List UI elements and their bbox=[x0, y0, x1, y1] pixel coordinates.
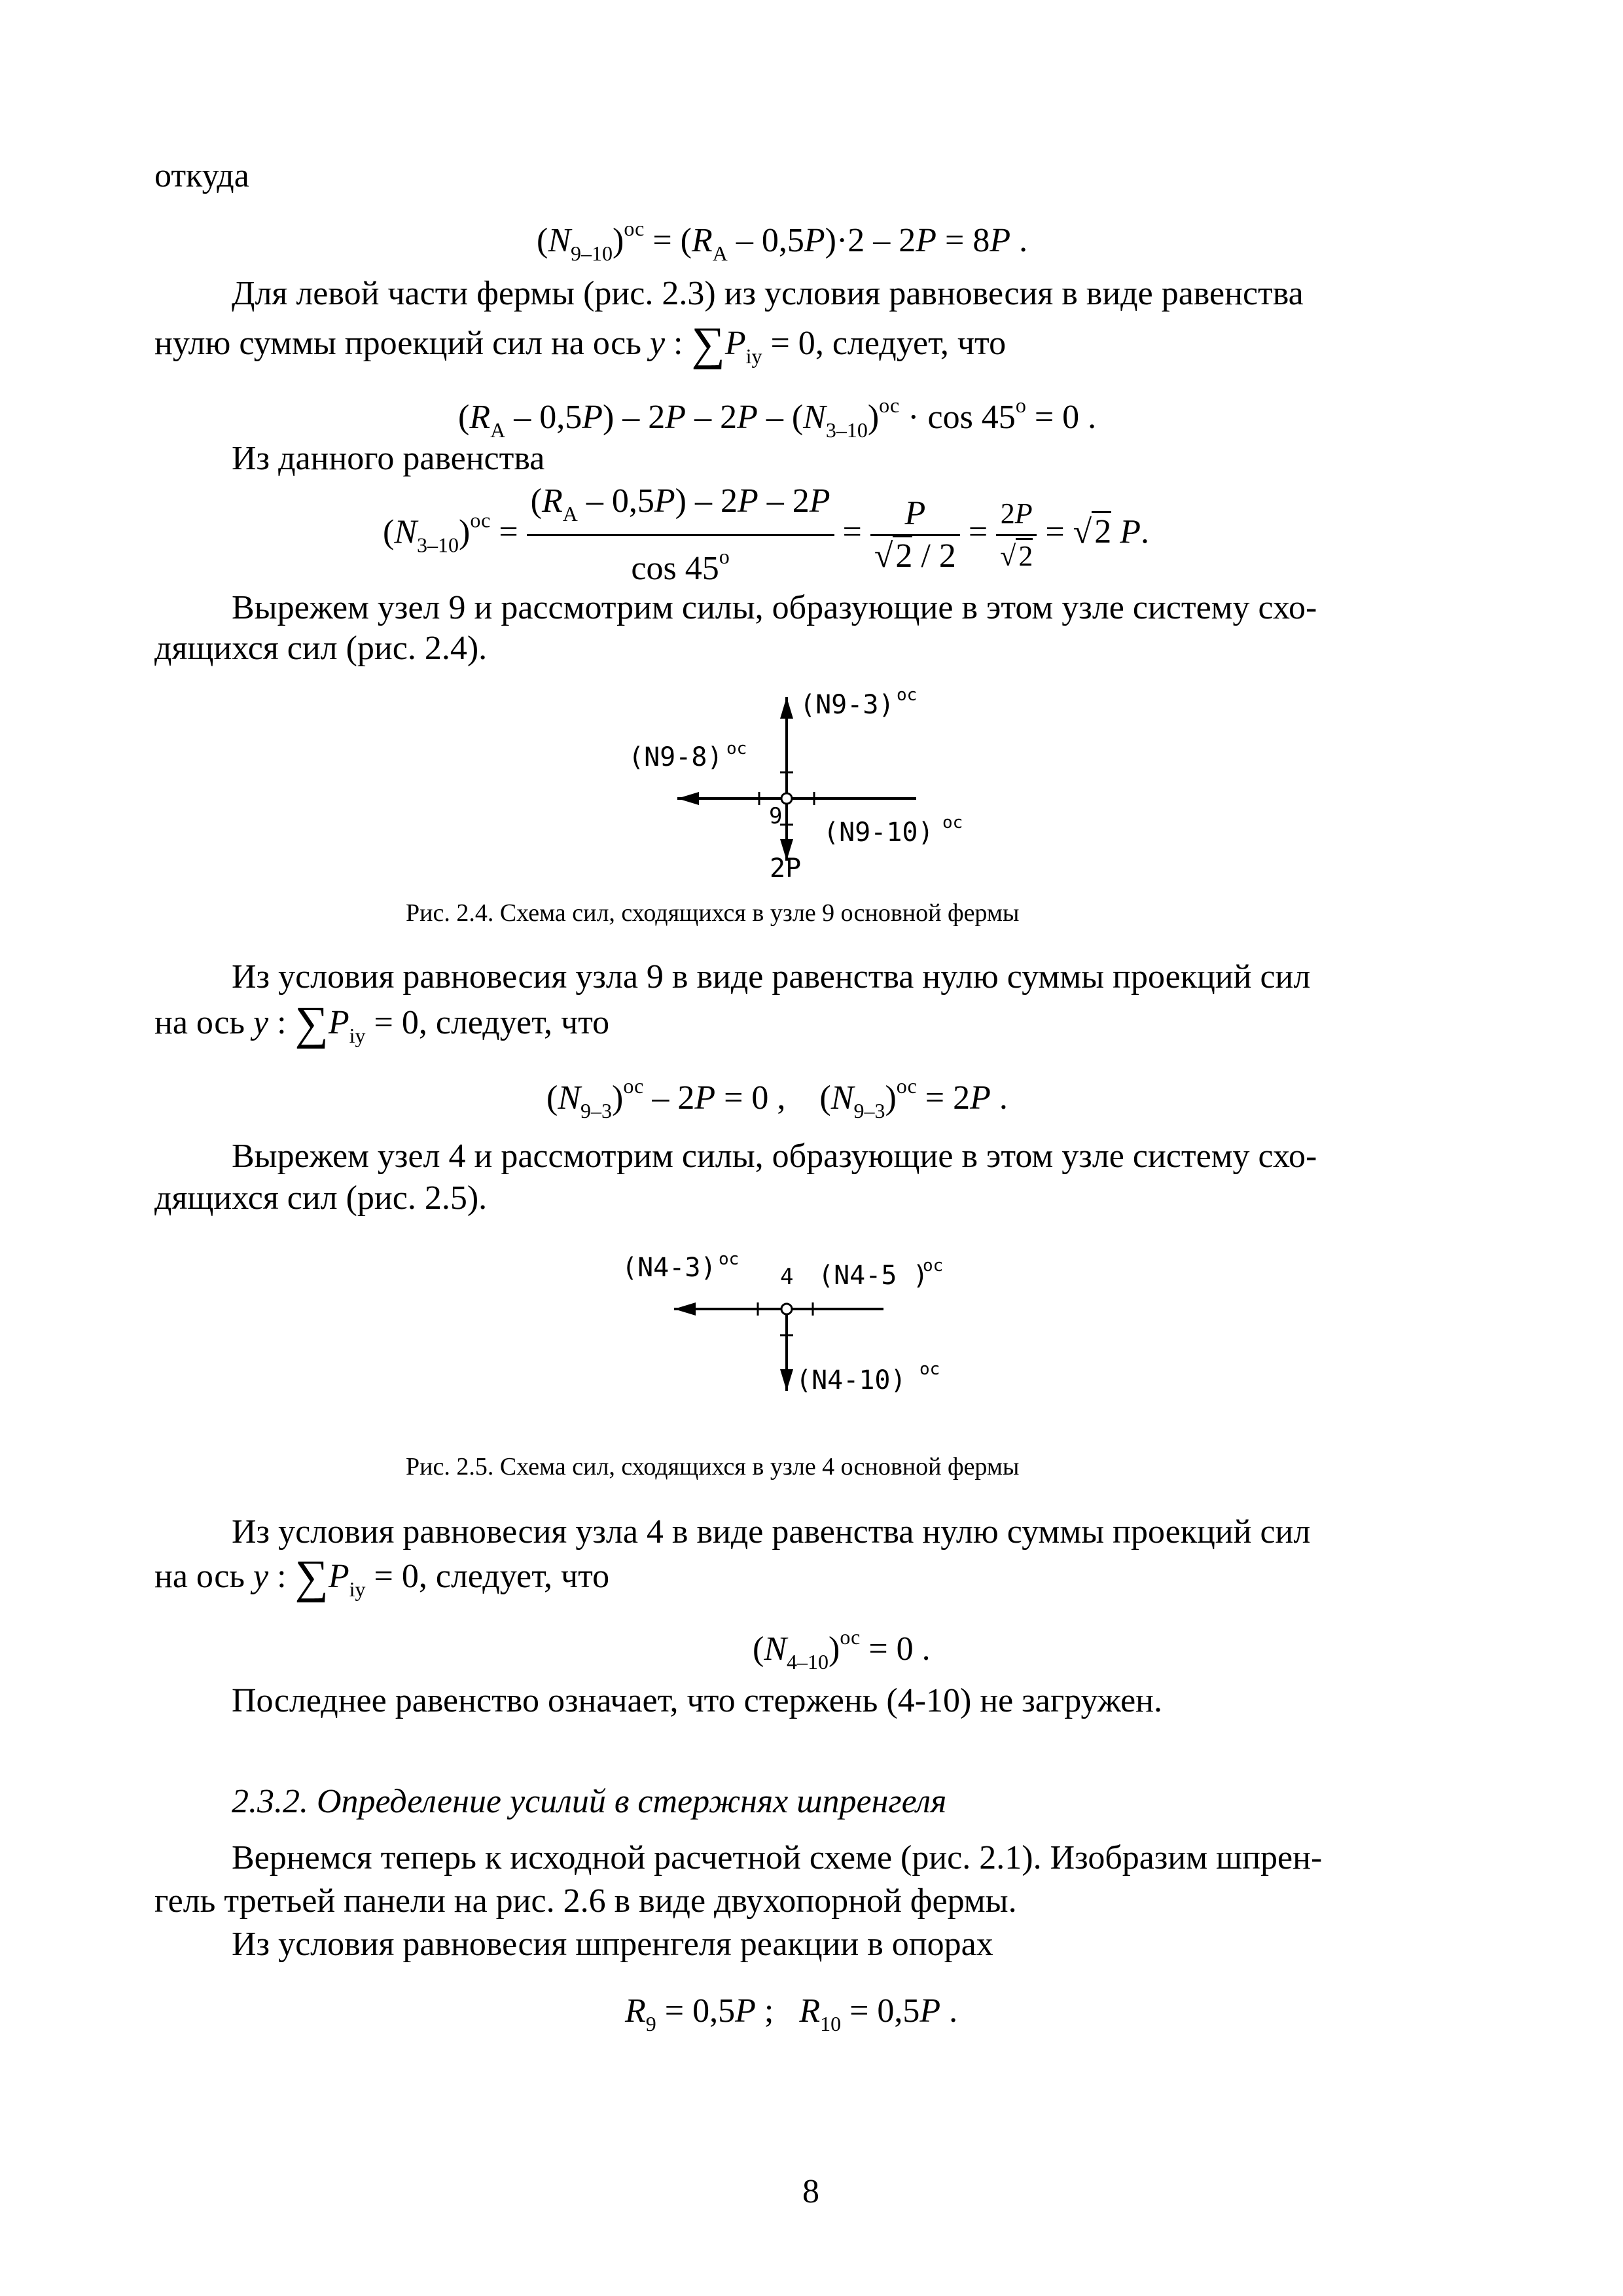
paragraph-line: Вырежем узел 9 и рассмотрим силы, образующие в этом узле систему схо- bbox=[232, 589, 1317, 626]
arrow-up-icon bbox=[780, 697, 793, 719]
equation-n9-10: $(N_{9-10})^{ос} = (R_A - 0,5P)\cdot 2 - 2P = 8P$ . bbox=[537, 217, 1028, 265]
paragraph-line: Вернемся теперь к исходной расчетной схеме (рис. 2.1). Изобразим шпрен- bbox=[232, 1839, 1323, 1876]
paragraph-line: на ось y : $\sum P_{iy} = 0$, следует, что bbox=[154, 1551, 610, 1603]
arrow-left-icon bbox=[674, 1302, 696, 1316]
label-n9-3: (N9-3) bbox=[800, 690, 895, 720]
node-4 bbox=[781, 1304, 792, 1314]
arrow-down-icon bbox=[780, 1369, 793, 1391]
label-n4-3: (N4-3) bbox=[622, 1253, 717, 1283]
figure-2-4-force-diagram bbox=[615, 681, 1034, 884]
equation-n3-10-value: $(N_{3-10})^{ос}$ = $\frac{(R_A - 0,5P) - 2P - 2P}{\cos 45^o}$ = $\frac{P}{√2 / 2}$ = $\frac{2P}{√2}$ = √2 P. bbox=[383, 482, 1149, 587]
paragraph-line: нулю суммы проекций сил на ось y : $\sum P_{iy} = 0$, следует, что bbox=[154, 317, 1007, 370]
label-sup: oc bbox=[719, 1249, 740, 1269]
paragraph-line: на ось y : $\sum P_{iy} = 0$, следует, что bbox=[154, 997, 610, 1049]
equation-n4-10: $(N_{4-10})^{ос} = 0$ . bbox=[753, 1625, 931, 1674]
equation-n3-10-condition: $(R_A - 0,5P) - 2P - 2P - (N_{3-10})^{ос} \cdot \cos 45^o = 0$ . bbox=[458, 393, 1097, 442]
page-number: 8 bbox=[802, 2173, 819, 2210]
paragraph-line: Последнее равенство означает, что стержень (4-10) не загружен. bbox=[232, 1682, 1162, 1719]
label-sup: oc bbox=[923, 1256, 944, 1276]
label-node-4: 4 bbox=[780, 1264, 794, 1290]
word-otkuda: откуда bbox=[154, 157, 249, 194]
paragraph-line: Из условия равновесия шпренгеля реакции в опорах bbox=[232, 1926, 993, 1963]
label-2p: 2P bbox=[770, 853, 802, 884]
label-sup: oc bbox=[942, 813, 963, 833]
label-n4-5: (N4-5 ) bbox=[818, 1261, 929, 1291]
figure-caption: Рис. 2.5. Схема сил, сходящихся в узле 4 основной фермы bbox=[406, 1453, 1020, 1480]
paragraph-line: Из условия равновесия узла 9 в виде равенства нулю суммы проекций сил bbox=[232, 958, 1311, 996]
label-sup: oc bbox=[897, 685, 918, 705]
figure-2-5-force-diagram bbox=[609, 1230, 1027, 1414]
equation-n9-3: $(N_{9-3})^{ос} - 2P = 0$ , $(N_{9-3})^{ос} = 2P$ . bbox=[546, 1074, 1008, 1122]
label-n9-10: (N9-10) bbox=[823, 817, 934, 848]
label-sup: oc bbox=[919, 1359, 940, 1379]
figure-caption: Рис. 2.4. Схема сил, сходящихся в узле 9 основной фермы bbox=[406, 899, 1020, 927]
paragraph-line: Из условия равновесия узла 4 в виде равенства нулю суммы проекций сил bbox=[232, 1513, 1311, 1551]
paragraph-line: дящихся сил (рис. 2.4). bbox=[154, 630, 488, 667]
paragraph-line: Вырежем узел 4 и рассмотрим силы, образующие в этом узле систему схо- bbox=[232, 1138, 1317, 1175]
paragraph-line: гель третьей панели на рис. 2.6 в виде двухопорной фермы. bbox=[154, 1882, 1017, 1920]
equation-reactions: $R_9 = 0,5P$ ; $R_{10} = 0,5P$ . bbox=[625, 1992, 958, 2036]
arrow-left-icon bbox=[677, 792, 699, 805]
label-sup: oc bbox=[726, 739, 747, 759]
label-node-9: 9 bbox=[769, 803, 783, 829]
label-n9-8: (N9-8) bbox=[628, 742, 723, 772]
section-heading: 2.3.2. Определение усилий в стержнях шпренгеля bbox=[232, 1783, 947, 1820]
paragraph-line: дящихся сил (рис. 2.5). bbox=[154, 1179, 488, 1217]
node-9 bbox=[781, 793, 792, 804]
paragraph-line: Из данного равенства bbox=[232, 440, 545, 477]
label-n4-10: (N4-10) bbox=[796, 1365, 906, 1395]
paragraph-line: Для левой части фермы (рис. 2.3) из условия равновесия в виде равенства bbox=[232, 275, 1304, 312]
